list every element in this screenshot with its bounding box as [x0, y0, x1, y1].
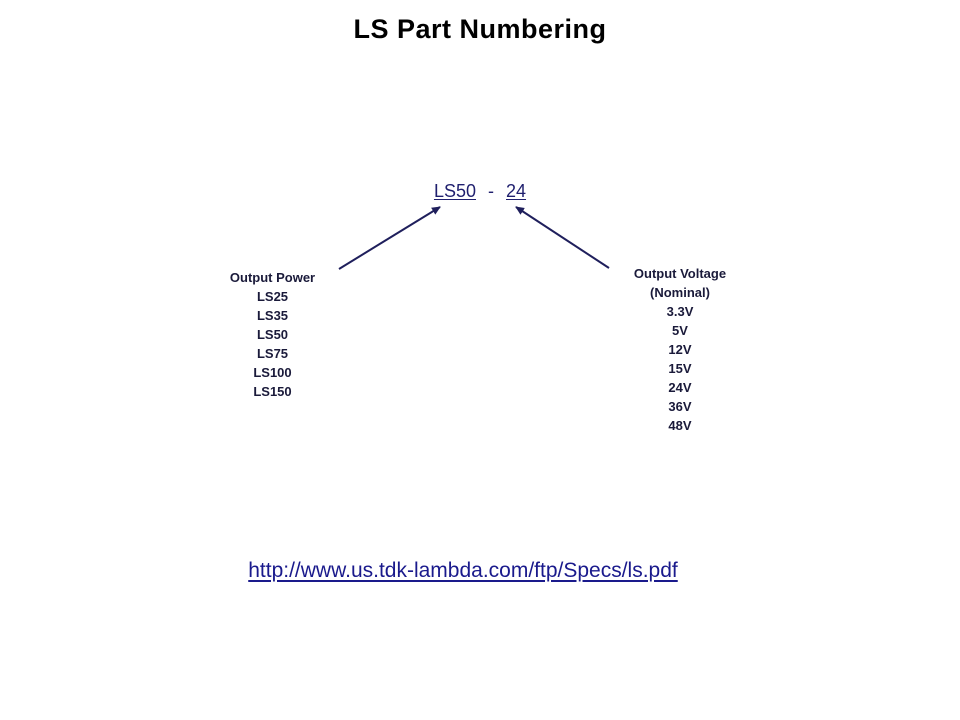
output-voltage-item: 15V	[668, 361, 692, 376]
output-power-item: LS100	[253, 365, 292, 380]
output-power-item: LS75	[256, 346, 289, 361]
page-title: LS Part Numbering	[353, 14, 607, 44]
output-power-list	[200, 268, 345, 401]
output-voltage-subheading: (Nominal)	[650, 285, 710, 300]
output-voltage-item: 12V	[668, 342, 692, 357]
voltage-arrow	[516, 207, 609, 268]
output-voltage-heading: Output Voltage	[633, 266, 727, 281]
output-voltage-item: 36V	[668, 399, 692, 414]
output-power-item: LS25	[256, 289, 289, 304]
output-voltage-item: 3.3V	[666, 304, 694, 319]
output-voltage-item: 5V	[672, 323, 688, 338]
output-voltage-item: 48V	[668, 418, 692, 433]
part-number-voltage: 24	[506, 181, 527, 201]
part-number-separator: -	[488, 181, 494, 201]
spec-sheet-link[interactable]: http://www.us.tdk-lambda.com/ftp/Specs/ls.pdf	[248, 559, 678, 582]
output-power-item: LS150	[253, 384, 292, 399]
power-arrow	[339, 207, 440, 269]
part-number-model: LS50	[433, 181, 476, 201]
output-power-item: LS50	[256, 327, 289, 342]
output-power-heading: Output Power	[229, 270, 316, 285]
output-power-item: LS35	[256, 308, 289, 323]
output-voltage-item: 24V	[668, 380, 692, 395]
output-voltage-list	[600, 264, 760, 435]
